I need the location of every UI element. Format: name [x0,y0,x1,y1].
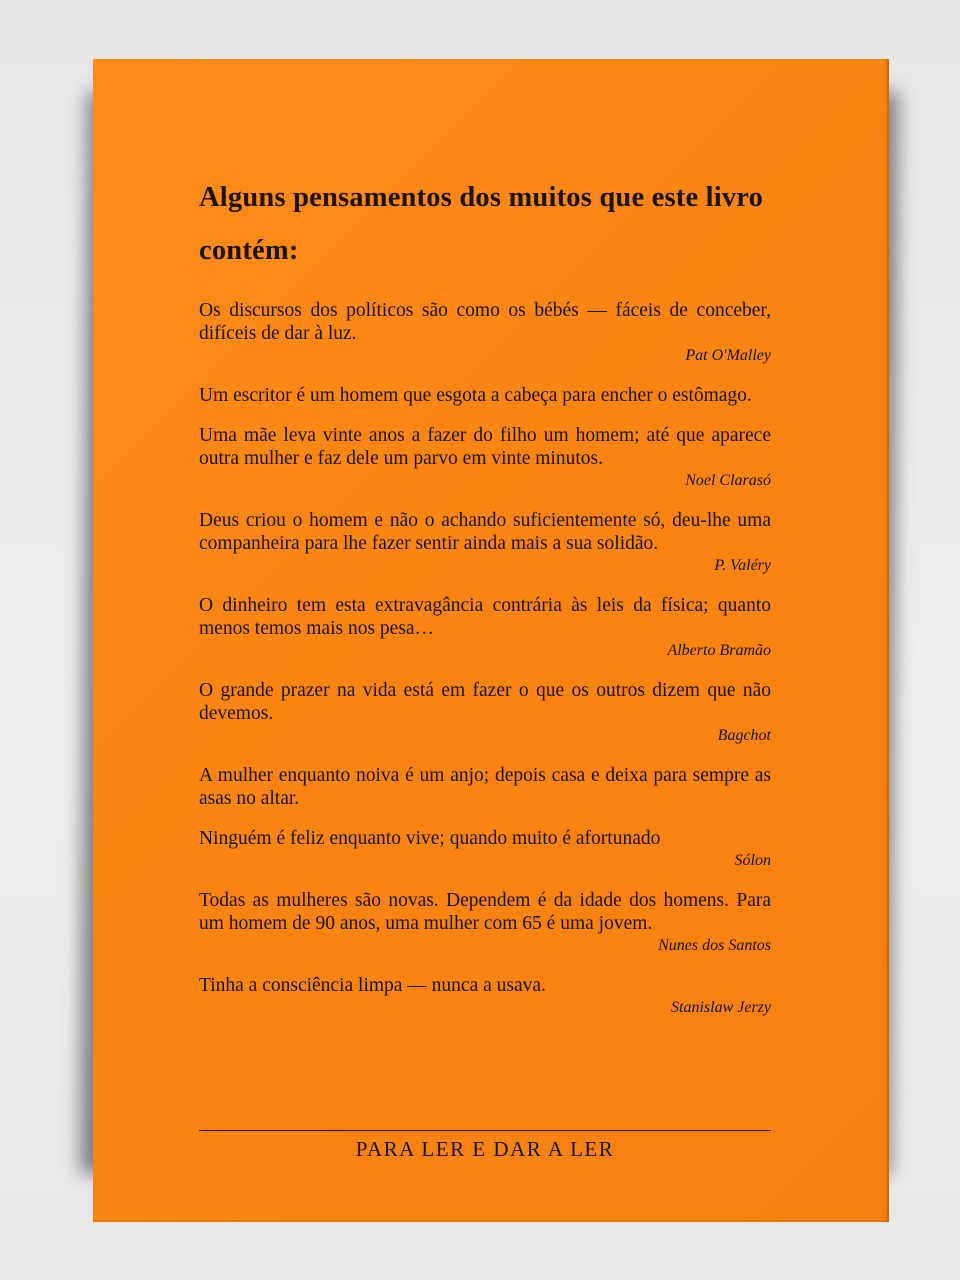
quote-8 [199,827,771,872]
quote-1 [199,299,771,367]
cover-text-block [199,171,771,1019]
quote-text: Ninguém é feliz enquanto vive; quando muito é afortunado [199,828,661,849]
quote-text: O dinheiro tem esta extravagância contrária às leis da física; quanto menos temos mais nos pesa… [199,595,771,639]
quote-author: Sólon [734,852,771,869]
book-back-cover [93,59,889,1222]
quote-5 [199,594,771,662]
quote-author: Stanislaw Jerzy [671,999,771,1016]
series-title: PARA LER E DAR A LER [355,1137,615,1161]
quote-text: Tinha a consciência limpa — nunca a usava. [199,975,546,996]
quote-author: Pat O'Malley [685,347,771,364]
quote-text: O grande prazer na vida está em fazer o que os outros dizem que não devemos. [199,680,771,724]
quote-10 [199,974,771,1019]
quote-author: Noel Clarasó [685,472,771,489]
quote-text: Uma mãe leva vinte anos a fazer do filho um homem; até que aparece outra mulher e faz dele um parvo em vinte minutos. [199,425,771,469]
quote-2 [199,384,771,407]
quote-text: Deus criou o homem e não o achando suficientemente só, deu-lhe uma companheira para lhe fazer sentir ainda mais a sua solidão. [199,510,771,554]
quote-7 [199,764,771,810]
quote-6 [199,679,771,747]
quote-text: A mulher enquanto noiva é um anjo; depois casa e deixa para sempre as asas no altar. [199,765,771,809]
quote-9 [199,889,771,957]
divider-rule [199,1130,771,1131]
cover-heading: Alguns pensamentos dos muitos que este livro contém: [199,182,764,266]
quote-text: Todas as mulheres são novas. Dependem é da idade dos homens. Para um homem de 90 anos, uma mulher com 65 é uma jovem. [199,890,771,934]
quote-4 [199,509,771,577]
quote-3 [199,424,771,492]
quote-text: Os discursos dos políticos são como os bébés — fáceis de conceber, difíceis de dar à luz. [199,300,771,344]
quote-text: Um escritor é um homem que esgota a cabeça para encher o estômago. [199,385,752,406]
quote-author: Nunes dos Santos [658,937,771,954]
quote-author: Alberto Bramão [667,642,771,659]
quote-author: P. Valéry [714,557,771,574]
quote-author: Bagchot [717,727,771,744]
